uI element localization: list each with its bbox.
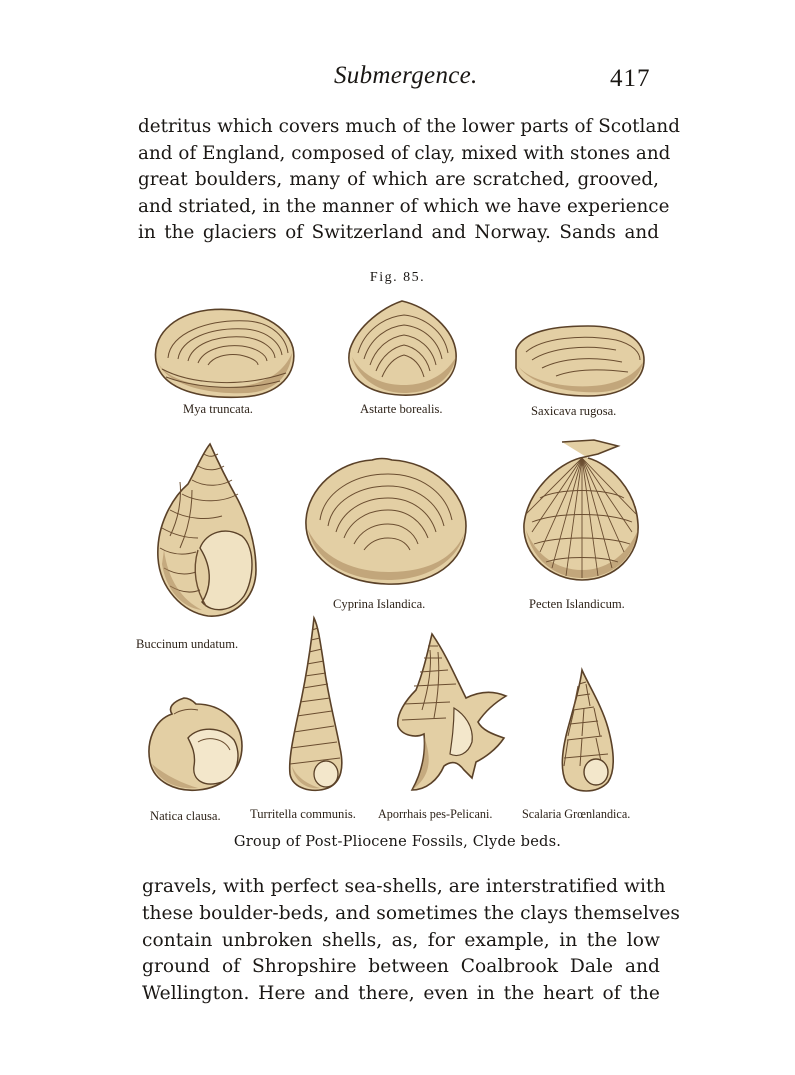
caption-aporrhais-pes-pelicani: Aporrhais pes-Pelicani. (378, 807, 493, 821)
text-line: great boulders, many of which are scratched, grooved, (138, 169, 659, 191)
caption-mya-truncata: Mya truncata. (183, 402, 253, 416)
text-line: Wellington. Here and there, even in the heart of the (142, 983, 660, 1005)
pecten-islandicum-illustration (518, 432, 644, 584)
buccinum-undatum-illustration (152, 440, 260, 620)
text-line: in the glaciers of Switzerland and Norway. Sands and (138, 222, 659, 244)
scalaria-groenlandica-illustration (556, 666, 618, 796)
body-text-bottom (142, 874, 681, 1008)
astarte-borealis-illustration (344, 297, 462, 399)
aporrhais-pes-pelicani-illustration (392, 630, 510, 798)
text-line: ground of Shropshire between Coalbrook Dale and (142, 956, 660, 978)
caption-astarte-borealis: Astarte borealis. (360, 402, 443, 416)
figure-label: Fig. 85. (369, 270, 426, 285)
saxicava-rugosa-illustration (512, 320, 648, 400)
running-head (0, 62, 795, 102)
natica-clausa-illustration (144, 694, 246, 794)
cyprina-islandica-illustration (302, 454, 470, 588)
text-line: detritus which covers much of the lower parts of Scotland (138, 116, 680, 137)
figure-group-caption: Group of Post-Pliocene Fossils, Clyde beds. (233, 833, 562, 850)
body-text-top (138, 114, 680, 247)
page-number: 417 (610, 65, 651, 92)
caption-scalaria-groenlandica: Scalaria Grœnlandica. (522, 807, 631, 821)
mya-truncata-illustration (148, 303, 298, 401)
caption-buccinum-undatum: Buccinum undatum. (136, 637, 239, 651)
caption-turritella-communis: Turritella communis. (250, 807, 356, 821)
text-line: these boulder-beds, and sometimes the clays themselves (142, 902, 681, 924)
text-line: gravels, with perfect sea-shells, are interstratified with (142, 876, 666, 897)
text-line: and of England, composed of clay, mixed with stones and (138, 142, 671, 164)
caption-natica-clausa: Natica clausa. (150, 809, 221, 823)
caption-pecten-islandicum: Pecten Islandicum. (529, 597, 625, 611)
text-line: contain unbroken shells, as, for example, in the low (142, 929, 660, 951)
text-line: and striated, in the manner of which we have experience (138, 195, 670, 217)
turritella-communis-illustration (284, 616, 348, 794)
caption-cyprina-islandica: Cyprina Islandica. (333, 597, 426, 611)
running-title: Submergence. (334, 62, 478, 89)
caption-saxicava-rugosa: Saxicava rugosa. (531, 404, 617, 418)
